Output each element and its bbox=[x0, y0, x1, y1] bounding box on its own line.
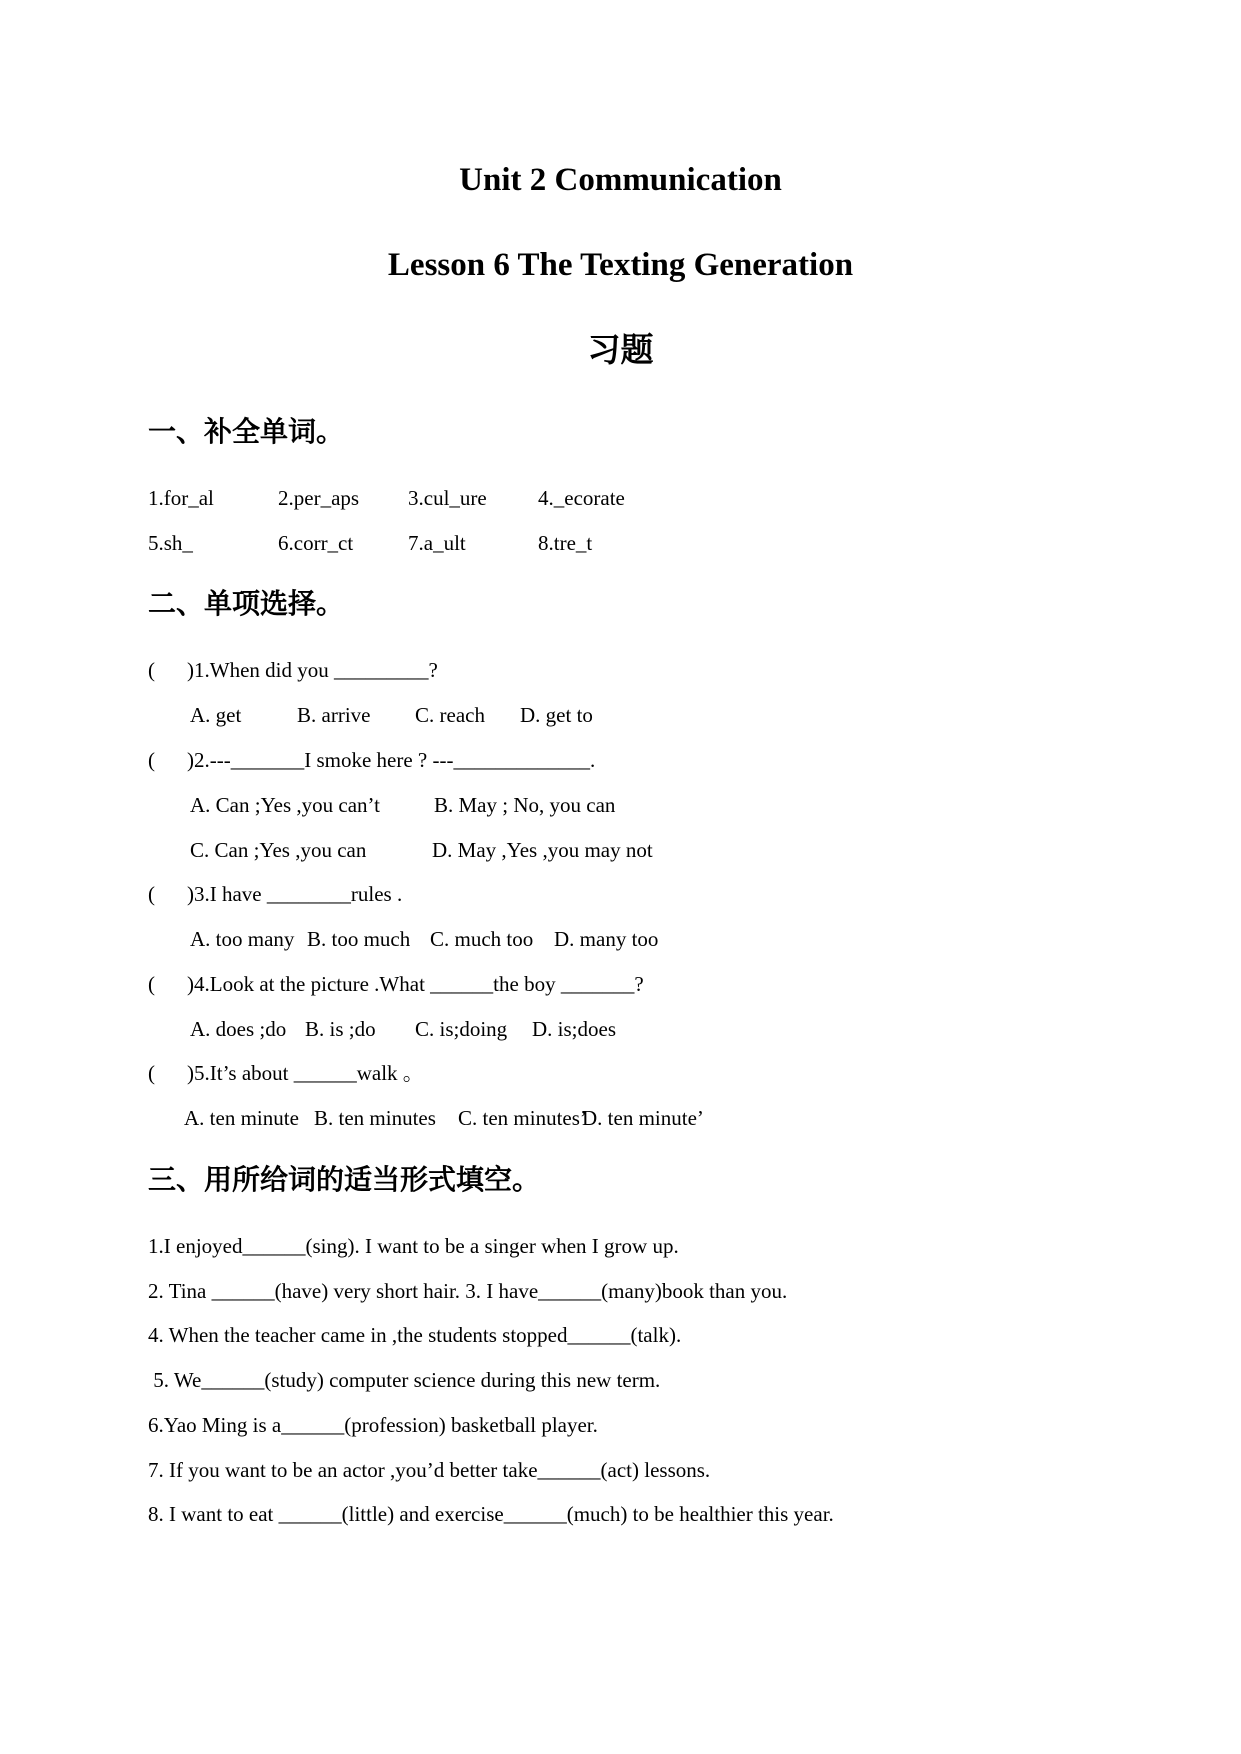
option: C. Can ;Yes ,you can bbox=[190, 838, 367, 862]
answer-bracket: ( bbox=[148, 1061, 155, 1085]
option: A. ten minute bbox=[184, 1106, 299, 1130]
option: C. much too bbox=[430, 927, 534, 951]
option: C. is;doing bbox=[415, 1017, 508, 1041]
answer-bracket: ( bbox=[148, 658, 155, 682]
word-item: 7.a_ult bbox=[408, 531, 466, 555]
section-3-heading: 三、用所给词的适当形式填空。 bbox=[148, 1163, 541, 1196]
lesson-title: Lesson 6 The Texting Generation bbox=[387, 247, 854, 283]
word-item: 6.corr_ct bbox=[278, 531, 354, 555]
option: A. Can ;Yes ,you can’t bbox=[190, 793, 380, 817]
section-1-heading: 一、补全单词。 bbox=[148, 415, 345, 448]
question-stem: )5.It’s about ______walk 。 bbox=[187, 1061, 424, 1085]
answer-bracket: ( bbox=[148, 882, 155, 906]
question-stem: )1.When did you _________? bbox=[187, 658, 438, 682]
option: D. many too bbox=[554, 927, 659, 951]
word-item: 4._ecorate bbox=[538, 486, 625, 510]
option: C. reach bbox=[415, 703, 485, 727]
unit-title: Unit 2 Communication bbox=[459, 162, 782, 198]
word-item: 3.cul_ure bbox=[408, 486, 487, 510]
option: A. does ;do bbox=[190, 1017, 287, 1041]
option: D. May ,Yes ,you may not bbox=[432, 838, 653, 862]
word-item: 2.per_aps bbox=[278, 486, 360, 510]
fill-in-line: 1.I enjoyed______(sing). I want to be a singer when I grow up. bbox=[148, 1234, 679, 1258]
exercise-subtitle: 习题 bbox=[587, 333, 654, 369]
option: C. ten minutes’ bbox=[458, 1106, 587, 1130]
section-2-heading: 二、单项选择。 bbox=[148, 587, 345, 620]
fill-in-line: 6.Yao Ming is a______(profession) basketball player. bbox=[148, 1413, 598, 1437]
question-stem: )2.---_______I smoke here ? ---_____________. bbox=[187, 748, 596, 772]
option: D. get to bbox=[520, 703, 593, 727]
option: D. is;does bbox=[532, 1017, 616, 1041]
option: D. ten minute’ bbox=[582, 1106, 704, 1130]
option: B. May ; No, you can bbox=[434, 793, 616, 817]
question-stem: )4.Look at the picture .What ______the boy _______? bbox=[187, 972, 644, 996]
fill-in-line: 7. If you want to be an actor ,you’d better take______(act) lessons. bbox=[148, 1458, 711, 1482]
answer-bracket: ( bbox=[148, 748, 155, 772]
answer-bracket: ( bbox=[148, 972, 155, 996]
option: B. is ;do bbox=[305, 1017, 376, 1041]
option: A. too many bbox=[190, 927, 295, 951]
option: B. too much bbox=[307, 927, 411, 951]
word-item: 8.tre_t bbox=[538, 531, 593, 555]
fill-in-line: 4. When the teacher came in ,the students stopped______(talk). bbox=[148, 1323, 682, 1347]
fill-in-line: 8. I want to eat ______(little) and exercise______(much) to be healthier this year. bbox=[148, 1502, 834, 1526]
option: A. get bbox=[190, 703, 242, 727]
question-stem: )3.I have ________rules . bbox=[187, 882, 403, 906]
fill-in-line: 2. Tina ______(have) very short hair. 3. I have______(many)book than you. bbox=[148, 1279, 788, 1303]
word-item: 5.sh_ bbox=[148, 531, 193, 555]
word-item: 1.for_al bbox=[148, 486, 214, 510]
option: B. arrive bbox=[297, 703, 371, 727]
option: B. ten minutes bbox=[314, 1106, 436, 1130]
fill-in-line: 5. We______(study) computer science during this new term. bbox=[148, 1368, 661, 1392]
